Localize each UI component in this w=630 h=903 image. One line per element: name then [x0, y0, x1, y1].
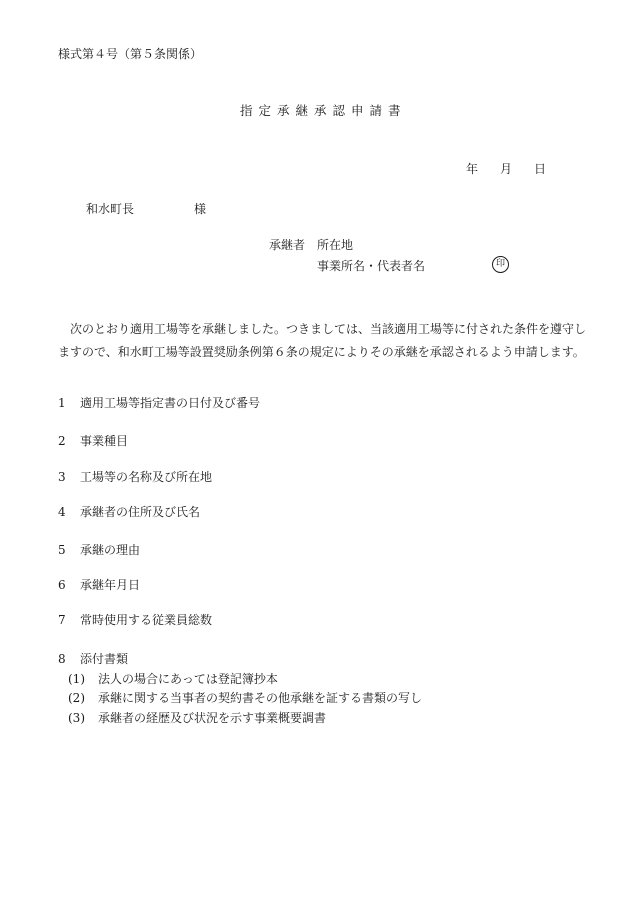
- item-text: 承継年月日: [80, 578, 141, 592]
- list-item: [58, 544, 140, 556]
- item-number: 6: [58, 578, 66, 592]
- item-text: 承継者の住所及び氏名: [80, 505, 201, 519]
- addressee-honorific: 様: [194, 202, 207, 216]
- item-number: 4: [58, 505, 66, 519]
- form-number: 様式第４号（第５条関係）: [58, 47, 203, 61]
- applicant-label: 承継者: [269, 238, 306, 252]
- attachment-number: (1): [68, 672, 85, 686]
- item-text: 添付書類: [80, 652, 129, 666]
- attachment-text: 法人の場合にあっては登記簿抄本: [98, 672, 278, 686]
- list-item: [58, 435, 128, 447]
- item-number: 5: [58, 543, 66, 557]
- list-item: [58, 653, 128, 665]
- attachment-item: [68, 692, 422, 704]
- item-text: 工場等の名称及び所在地: [80, 470, 213, 484]
- item-number: 7: [58, 613, 66, 627]
- attachment-text: 承継者の経歴及び状況を示す事業概要調書: [98, 711, 327, 725]
- attachment-number: (3): [68, 711, 85, 725]
- attachment-number: (2): [68, 691, 85, 705]
- list-item: [58, 471, 212, 483]
- addressee-name: 和水町長: [86, 202, 135, 216]
- attachment-item: [68, 712, 326, 724]
- date-year-label: 年: [466, 162, 479, 176]
- seal-icon: 印: [492, 256, 509, 273]
- item-number: 8: [58, 652, 66, 666]
- item-text: 常時使用する従業員総数: [80, 613, 213, 627]
- document-title: 指定承継承認申請書: [240, 103, 407, 118]
- item-text: 事業種目: [80, 434, 129, 448]
- date-month-label: 月: [500, 162, 513, 176]
- attachment-text: 承継に関する当事者の契約書その他承継を証する書類の写し: [98, 691, 423, 705]
- list-item: [58, 397, 260, 409]
- list-item: [58, 614, 212, 626]
- item-text: 承継の理由: [80, 543, 141, 557]
- list-item: [58, 579, 140, 591]
- addressee: [86, 203, 206, 215]
- date-day-label: 日: [534, 162, 547, 176]
- attachment-item: [68, 673, 278, 685]
- body-paragraph: 次のとおり適用工場等を承継しました。つきましては、当該適用工場等に付された条件を遵守しますので、和水町工場等設置奨励条例第６条の規定によりその承継を承認されるよう申請します。: [58, 322, 587, 359]
- representative-label: 事業所名・代表者名: [317, 259, 426, 273]
- item-text: 適用工場等指定書の日付及び番号: [80, 396, 261, 410]
- address-label: 所在地: [317, 238, 354, 252]
- item-number: 3: [58, 470, 66, 484]
- date-line: [466, 163, 546, 175]
- item-number: 2: [58, 434, 66, 448]
- list-item: [58, 506, 200, 518]
- item-number: 1: [58, 396, 66, 410]
